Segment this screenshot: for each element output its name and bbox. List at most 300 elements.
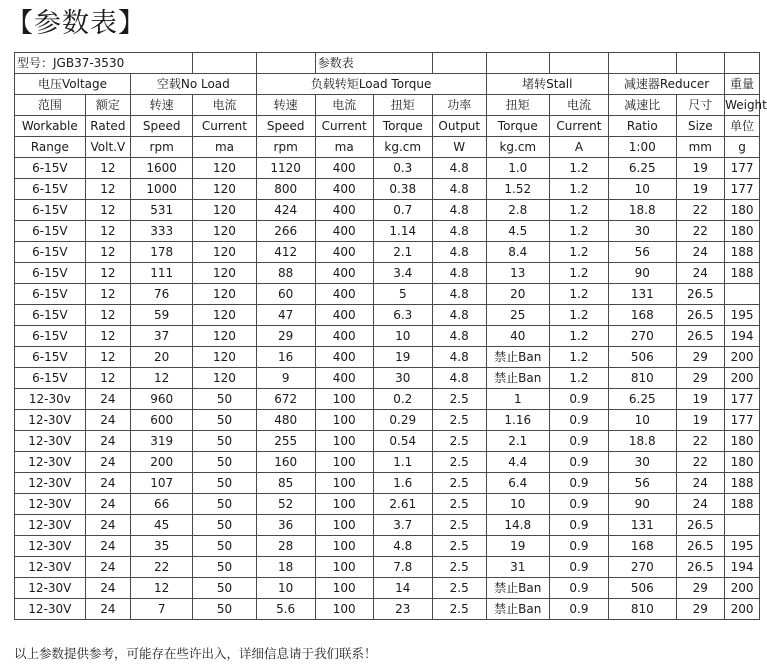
table-cell: 178 — [131, 242, 193, 263]
table-cell: 180 — [725, 452, 760, 473]
table-cell: 禁止Ban — [486, 578, 549, 599]
table-cell: 50 — [193, 410, 256, 431]
table-cell: 90 — [609, 494, 677, 515]
table-cell: 2.5 — [432, 452, 486, 473]
header-cell: 单位 — [725, 116, 760, 137]
table-cell: 26.5 — [676, 326, 725, 347]
table-cell: 100 — [315, 389, 373, 410]
table-cell: 188 — [725, 494, 760, 515]
table-cell: 100 — [315, 410, 373, 431]
table-cell: 6-15V — [15, 263, 86, 284]
table-cell: 1.2 — [549, 263, 608, 284]
table-cell: 0.38 — [373, 179, 432, 200]
table-row — [15, 515, 760, 536]
table-cell: 424 — [256, 200, 315, 221]
table-cell: 10 — [609, 410, 677, 431]
table-cell: 400 — [315, 221, 373, 242]
table-cell: 19 — [676, 158, 725, 179]
table-cell: 100 — [315, 515, 373, 536]
table-cell: 12 — [85, 368, 130, 389]
header-cell: 电流 — [315, 95, 373, 116]
page-title: 【参数表】 — [6, 8, 146, 39]
table-cell: 0.9 — [549, 578, 608, 599]
table-cell: 195 — [725, 536, 760, 557]
table-cell: 10 — [486, 494, 549, 515]
table-cell: 600 — [131, 410, 193, 431]
table-cell: 1.2 — [549, 368, 608, 389]
header-cell: 1:00 — [609, 137, 677, 158]
table-cell: 5.6 — [256, 599, 315, 620]
table-cell: 12 — [85, 179, 130, 200]
footnote: 以上参数提供参考，可能存在些许出入，详细信息请于我们联系！ — [14, 646, 377, 661]
table-cell: 266 — [256, 221, 315, 242]
table-cell: 66 — [131, 494, 193, 515]
table-cell: 6-15V — [15, 242, 86, 263]
table-cell: 12 — [131, 368, 193, 389]
header-cell: ma — [193, 137, 256, 158]
header-cell: 电流 — [193, 95, 256, 116]
table-cell: 26.5 — [676, 515, 725, 536]
table-cell: 16 — [256, 347, 315, 368]
table-cell: 12-30v — [15, 389, 86, 410]
table-cell: 30 — [609, 221, 677, 242]
table-cell: 120 — [193, 284, 256, 305]
table-cell: 12-30V — [15, 578, 86, 599]
header-cell: Rated — [85, 116, 130, 137]
table-cell: 24 — [85, 452, 130, 473]
table-cell: 24 — [676, 242, 725, 263]
table-cell: 24 — [85, 473, 130, 494]
table-cell: 12-30V — [15, 557, 86, 578]
table-row — [15, 473, 760, 494]
table-cell: 400 — [315, 305, 373, 326]
table-cell: 0.9 — [549, 536, 608, 557]
table-cell: 28 — [256, 536, 315, 557]
table-row — [15, 578, 760, 599]
table-cell: 100 — [315, 494, 373, 515]
table-cell: 6-15V — [15, 347, 86, 368]
table-cell: 100 — [315, 473, 373, 494]
table-cell: 188 — [725, 473, 760, 494]
table-cell: 810 — [609, 368, 677, 389]
header-cell: Torque — [373, 116, 432, 137]
table-cell: 1000 — [131, 179, 193, 200]
table-cell: 1.1 — [373, 452, 432, 473]
table-cell: 1.2 — [549, 200, 608, 221]
table-cell: 12-30V — [15, 431, 86, 452]
table-cell: 4.8 — [432, 200, 486, 221]
table-cell: 1.2 — [549, 221, 608, 242]
model-blank-cell — [609, 53, 677, 74]
table-cell: 24 — [85, 578, 130, 599]
table-cell: 4.5 — [486, 221, 549, 242]
table-cell: 4.8 — [432, 179, 486, 200]
table-row — [15, 158, 760, 179]
table-cell: 0.9 — [549, 452, 608, 473]
table-cell: 200 — [725, 368, 760, 389]
header-row-units — [15, 137, 760, 158]
table-cell: 60 — [256, 284, 315, 305]
table-cell: 194 — [725, 557, 760, 578]
table-cell: 1.6 — [373, 473, 432, 494]
table-cell: 120 — [193, 200, 256, 221]
table-cell: 400 — [315, 284, 373, 305]
header-cell: rpm — [131, 137, 193, 158]
table-cell: 4.8 — [432, 305, 486, 326]
table-cell: 12-30V — [15, 473, 86, 494]
header-cell: Torque — [486, 116, 549, 137]
table-cell: 19 — [676, 410, 725, 431]
table-cell: 1.0 — [486, 158, 549, 179]
table-cell: 1.2 — [549, 179, 608, 200]
table-cell: 12 — [85, 326, 130, 347]
table-cell: 2.8 — [486, 200, 549, 221]
model-label: 型号：JGB37-3530 — [15, 53, 193, 74]
table-cell: 12-30V — [15, 494, 86, 515]
table-cell: 禁止Ban — [486, 599, 549, 620]
table-cell: 2.5 — [432, 515, 486, 536]
table-row — [15, 410, 760, 431]
table-cell: 120 — [193, 347, 256, 368]
header-cell: Volt.V — [85, 137, 130, 158]
table-cell: 7.8 — [373, 557, 432, 578]
table-cell: 131 — [609, 515, 677, 536]
table-row — [15, 557, 760, 578]
model-blank-cell — [486, 53, 549, 74]
table-cell: 180 — [725, 431, 760, 452]
header-cell: Size — [676, 116, 725, 137]
table-cell: 131 — [609, 284, 677, 305]
table-cell: 8.4 — [486, 242, 549, 263]
header-cell: 转速 — [256, 95, 315, 116]
table-cell: 255 — [256, 431, 315, 452]
table-row — [15, 179, 760, 200]
table-cell: 1120 — [256, 158, 315, 179]
table-cell: 177 — [725, 410, 760, 431]
table-cell: 37 — [131, 326, 193, 347]
table-cell: 400 — [315, 368, 373, 389]
table-cell: 200 — [725, 578, 760, 599]
table-cell: 4.8 — [432, 326, 486, 347]
table-cell: 0.9 — [549, 389, 608, 410]
header-cell: kg.cm — [486, 137, 549, 158]
model-blank-cell — [432, 53, 486, 74]
header-cell: Current — [315, 116, 373, 137]
table-cell: 6-15V — [15, 221, 86, 242]
table-cell: 1.52 — [486, 179, 549, 200]
table-cell: 177 — [725, 179, 760, 200]
table-cell: 3.7 — [373, 515, 432, 536]
table-cell: 2.1 — [373, 242, 432, 263]
header-cell: 减速比 — [609, 95, 677, 116]
table-cell: 12 — [85, 158, 130, 179]
group-weight: 重量 — [725, 74, 760, 95]
table-cell: 200 — [725, 599, 760, 620]
table-cell: 24 — [85, 494, 130, 515]
table-cell: 禁止Ban — [486, 368, 549, 389]
table-cell: 24 — [85, 410, 130, 431]
table-cell: 2.5 — [432, 473, 486, 494]
group-stall: 堵转Stall — [486, 74, 608, 95]
table-cell: 29 — [676, 347, 725, 368]
table-cell: 0.7 — [373, 200, 432, 221]
table-cell: 12 — [85, 305, 130, 326]
table-cell: 26.5 — [676, 305, 725, 326]
table-cell: 2.5 — [432, 599, 486, 620]
table-cell: 36 — [256, 515, 315, 536]
table-cell: 5 — [373, 284, 432, 305]
table-cell: 10 — [373, 326, 432, 347]
table-cell: 0.2 — [373, 389, 432, 410]
table-row — [15, 305, 760, 326]
table-cell: 50 — [193, 536, 256, 557]
table-cell — [725, 284, 760, 305]
table-cell: 1600 — [131, 158, 193, 179]
spec-table — [14, 52, 767, 620]
table-cell: 400 — [315, 242, 373, 263]
table-cell: 177 — [725, 158, 760, 179]
table-cell: 90 — [609, 263, 677, 284]
table-cell: 100 — [315, 557, 373, 578]
table-cell: 12 — [85, 284, 130, 305]
table-cell: 480 — [256, 410, 315, 431]
table-cell: 180 — [725, 221, 760, 242]
table-cell: 6.3 — [373, 305, 432, 326]
table-cell: 22 — [676, 452, 725, 473]
table-cell: 26.5 — [676, 536, 725, 557]
table-cell: 12-30V — [15, 515, 86, 536]
table-cell: 6-15V — [15, 179, 86, 200]
header-cell: Speed — [256, 116, 315, 137]
group-header-row — [15, 74, 760, 95]
table-cell: 12-30V — [15, 536, 86, 557]
table-cell: 29 — [676, 599, 725, 620]
table-row — [15, 494, 760, 515]
table-cell: 120 — [193, 242, 256, 263]
table-cell: 85 — [256, 473, 315, 494]
table-cell: 0.9 — [549, 473, 608, 494]
table-cell: 18.8 — [609, 431, 677, 452]
table-cell: 160 — [256, 452, 315, 473]
header-cell: Range — [15, 137, 86, 158]
table-cell: 120 — [193, 368, 256, 389]
group-reducer: 减速器Reducer — [609, 74, 725, 95]
table-cell: 50 — [193, 515, 256, 536]
table-cell: 100 — [315, 599, 373, 620]
table-cell: 50 — [193, 452, 256, 473]
table-row — [15, 242, 760, 263]
header-cell: 扭矩 — [373, 95, 432, 116]
table-cell: 800 — [256, 179, 315, 200]
table-cell: 14 — [373, 578, 432, 599]
table-cell: 0.3 — [373, 158, 432, 179]
table-cell: 19 — [373, 347, 432, 368]
table-cell: 810 — [609, 599, 677, 620]
table-cell: 13 — [486, 263, 549, 284]
model-blank-cell — [549, 53, 608, 74]
header-cell: A — [549, 137, 608, 158]
table-cell: 12-30V — [15, 599, 86, 620]
table-cell: 412 — [256, 242, 315, 263]
table-cell: 59 — [131, 305, 193, 326]
table-cell: 100 — [315, 536, 373, 557]
table-cell: 100 — [315, 431, 373, 452]
table-cell: 30 — [609, 452, 677, 473]
table-cell: 30 — [373, 368, 432, 389]
table-cell: 0.29 — [373, 410, 432, 431]
table-row — [15, 368, 760, 389]
header-cell: Workable — [15, 116, 86, 137]
table-cell: 4.8 — [432, 263, 486, 284]
table-cell: 6-15V — [15, 326, 86, 347]
header-cell: Speed — [131, 116, 193, 137]
table-cell: 22 — [131, 557, 193, 578]
table-cell: 50 — [193, 557, 256, 578]
table-cell: 23 — [373, 599, 432, 620]
header-cell: 尺寸 — [676, 95, 725, 116]
table-cell: 1.2 — [549, 305, 608, 326]
table-row — [15, 536, 760, 557]
table-cell: 270 — [609, 557, 677, 578]
model-blank-cell — [676, 53, 725, 74]
table-cell: 400 — [315, 200, 373, 221]
header-cell: Current — [549, 116, 608, 137]
table-cell: 1.2 — [549, 242, 608, 263]
table-cell: 26.5 — [676, 557, 725, 578]
table-cell: 2.5 — [432, 494, 486, 515]
table-cell: 22 — [676, 431, 725, 452]
table-cell: 194 — [725, 326, 760, 347]
header-cell: ma — [315, 137, 373, 158]
group-no-load: 空载No Load — [131, 74, 257, 95]
table-cell: 400 — [315, 158, 373, 179]
table-row — [15, 431, 760, 452]
table-cell: 0.9 — [549, 599, 608, 620]
header-row-zh — [15, 95, 760, 116]
table-cell: 111 — [131, 263, 193, 284]
table-cell: 25 — [486, 305, 549, 326]
table-cell: 24 — [85, 431, 130, 452]
table-cell: 12 — [85, 347, 130, 368]
table-row — [15, 221, 760, 242]
table-cell: 4.4 — [486, 452, 549, 473]
table-cell: 12 — [131, 578, 193, 599]
table-cell: 14.8 — [486, 515, 549, 536]
table-cell: 2.5 — [432, 410, 486, 431]
table-cell: 400 — [315, 326, 373, 347]
group-voltage: 电压Voltage — [15, 74, 131, 95]
table-cell: 120 — [193, 263, 256, 284]
table-cell: 168 — [609, 305, 677, 326]
table-cell: 1.2 — [549, 158, 608, 179]
table-cell: 50 — [193, 578, 256, 599]
table-cell: 0.9 — [549, 494, 608, 515]
table-cell: 188 — [725, 242, 760, 263]
table-cell: 400 — [315, 179, 373, 200]
table-cell: 24 — [85, 515, 130, 536]
table-cell: 319 — [131, 431, 193, 452]
table-cell: 1 — [486, 389, 549, 410]
table-cell: 333 — [131, 221, 193, 242]
table-cell: 2.5 — [432, 389, 486, 410]
table-cell: 29 — [676, 368, 725, 389]
table-cell: 1.2 — [549, 347, 608, 368]
table-cell: 26.5 — [676, 284, 725, 305]
table-cell: 35 — [131, 536, 193, 557]
table-cell: 47 — [256, 305, 315, 326]
table-cell: 188 — [725, 263, 760, 284]
table-cell: 12-30V — [15, 410, 86, 431]
table-cell: 50 — [193, 431, 256, 452]
table-cell: 4.8 — [432, 284, 486, 305]
table-cell: 18.8 — [609, 200, 677, 221]
table-cell: 24 — [85, 389, 130, 410]
header-cell: 转速 — [131, 95, 193, 116]
table-cell: 6-15V — [15, 200, 86, 221]
table-cell: 22 — [676, 221, 725, 242]
table-cell: 76 — [131, 284, 193, 305]
table-cell: 40 — [486, 326, 549, 347]
header-cell: Output — [432, 116, 486, 137]
table-cell: 120 — [193, 326, 256, 347]
table-cell: 6-15V — [15, 158, 86, 179]
header-cell: rpm — [256, 137, 315, 158]
table-cell: 50 — [193, 473, 256, 494]
table-cell: 88 — [256, 263, 315, 284]
table-cell: 195 — [725, 305, 760, 326]
table-cell: 2.5 — [432, 557, 486, 578]
table-cell: 0.9 — [549, 515, 608, 536]
table-cell: 31 — [486, 557, 549, 578]
table-cell: 22 — [676, 200, 725, 221]
header-cell: kg.cm — [373, 137, 432, 158]
table-cell: 19 — [486, 536, 549, 557]
table-cell: 9 — [256, 368, 315, 389]
table-cell: 0.9 — [549, 410, 608, 431]
table-cell: 1.2 — [549, 326, 608, 347]
model-blank-cell — [193, 53, 256, 74]
table-cell: 10 — [256, 578, 315, 599]
table-cell: 6.25 — [609, 158, 677, 179]
table-cell: 4.8 — [373, 536, 432, 557]
table-caption: 参数表 — [315, 53, 432, 74]
header-cell: 功率 — [432, 95, 486, 116]
table-cell: 0.9 — [549, 557, 608, 578]
table-cell: 50 — [193, 494, 256, 515]
table-cell: 24 — [85, 557, 130, 578]
table-cell: 20 — [131, 347, 193, 368]
table-cell: 100 — [315, 578, 373, 599]
table-cell: 4.8 — [432, 347, 486, 368]
header-cell: 范围 — [15, 95, 86, 116]
table-cell: 2.61 — [373, 494, 432, 515]
table-cell: 12 — [85, 221, 130, 242]
model-row — [15, 53, 760, 74]
table-cell: 6.25 — [609, 389, 677, 410]
table-cell: 4.8 — [432, 368, 486, 389]
header-row-en — [15, 116, 760, 137]
table-cell: 120 — [193, 305, 256, 326]
table-cell: 19 — [676, 389, 725, 410]
table-cell: 20 — [486, 284, 549, 305]
table-cell: 12-30V — [15, 452, 86, 473]
table-cell: 200 — [725, 347, 760, 368]
table-cell: 24 — [85, 536, 130, 557]
table-cell: 7 — [131, 599, 193, 620]
table-cell: 4.8 — [432, 158, 486, 179]
group-load-torque: 负载转矩Load Torque — [256, 74, 486, 95]
table-cell: 18 — [256, 557, 315, 578]
